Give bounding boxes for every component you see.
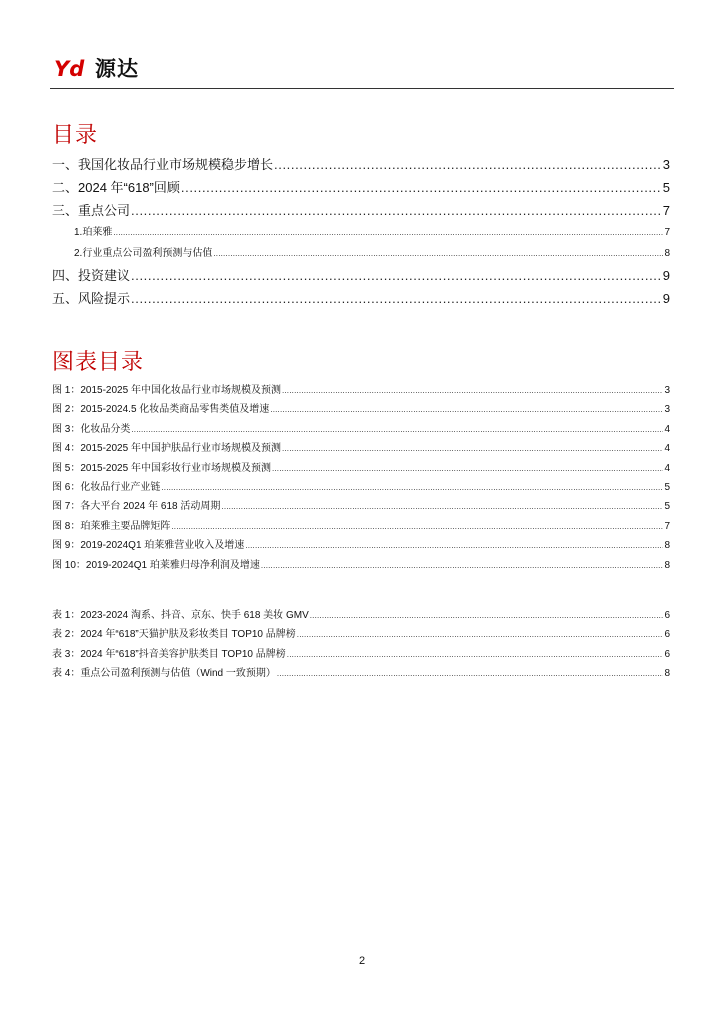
dot-leader [277, 664, 664, 683]
dot-leader [245, 536, 663, 555]
figure-entry-page: 5 [664, 501, 670, 513]
dot-leader [270, 400, 663, 419]
dot-leader [131, 199, 662, 222]
figure-entry-page: 8 [664, 540, 670, 552]
table-list [52, 606, 670, 684]
dot-leader [310, 606, 664, 625]
logo-text: 源达 [95, 57, 139, 81]
logo-mark-icon [54, 57, 92, 79]
table-entry-page: 6 [664, 610, 670, 621]
figure-entry[interactable] [52, 439, 670, 458]
figure-entry-title: 图 4：2015-2025 年中国护肤品行业市场规模及预测 [52, 443, 281, 455]
table-entry-page: 6 [664, 648, 670, 660]
logo-mark-glyph: Yd [54, 57, 85, 79]
table-entry-page: 8 [664, 668, 670, 680]
dot-leader [297, 625, 664, 644]
figure-entry-title: 图 9：2019-2024Q1 珀莱雅营业收入及增速 [52, 540, 245, 552]
toc-entry-title: 2.行业重点公司盈利预测与估值 [74, 248, 213, 259]
toc-entry[interactable] [52, 176, 670, 199]
toc-entry[interactable] [52, 287, 670, 310]
figure-entry-title: 图 2：2015-2024.5 化妆品类商品零售类值及增速 [52, 404, 270, 416]
dot-leader [282, 439, 663, 458]
toc-entry-page: 9 [662, 291, 670, 306]
figure-entry-title: 图 7：各大平台 2024 年 618 活动周期 [52, 501, 221, 513]
toc-subentry[interactable] [52, 222, 670, 243]
figure-entry-title: 图 10：2019-2024Q1 珀莱雅归母净利润及增速 [52, 559, 260, 571]
toc-entry[interactable] [52, 199, 670, 222]
page-number: 2 [358, 955, 366, 967]
figure-entry-page: 3 [664, 385, 670, 396]
figure-entry-title: 图 1：2015-2025 年中国化妆品行业市场规模及预测 [52, 385, 281, 396]
toc-entry-title: 四、投资建议 [52, 268, 131, 283]
dot-leader [213, 243, 663, 264]
table-entry[interactable] [52, 645, 670, 664]
company-logo [54, 55, 139, 81]
toc-entry-page: 5 [662, 180, 670, 195]
toc-entry-page: 3 [662, 157, 670, 172]
figure-entry-page: 4 [664, 462, 670, 474]
table-entry-title: 表 3：2024 年“618”抖音美容护肤类目 TOP10 品牌榜 [52, 648, 286, 660]
table-entry-title: 表 2：2024 年“618”天猫护肤及彩妆类目 TOP10 品牌榜 [52, 629, 296, 641]
figure-entry-title: 图 5：2015-2025 年中国彩妆行业市场规模及预测 [52, 462, 271, 474]
table-entry[interactable] [52, 606, 670, 625]
dot-leader [221, 497, 663, 516]
toc-entry-title: 五、风险提示 [52, 291, 131, 306]
figure-entry[interactable] [52, 497, 670, 516]
dot-leader [161, 478, 663, 497]
header-divider [50, 88, 674, 89]
figure-entry[interactable] [52, 420, 670, 439]
figure-entry-title: 图 8：珀莱雅主要品牌矩阵 [52, 520, 171, 532]
figure-entry-page: 4 [664, 423, 670, 435]
figure-entry[interactable] [52, 381, 670, 400]
dot-leader [131, 264, 662, 287]
dot-leader [181, 176, 662, 199]
table-entry-title: 表 1：2023-2024 淘系、抖音、京东、快手 618 美妆 GMV [52, 610, 309, 621]
toc-entry-title: 三、重点公司 [52, 203, 131, 218]
logo-mark-svg [54, 57, 92, 79]
toc-entry-page: 7 [664, 227, 670, 238]
dot-leader [171, 517, 663, 536]
dot-leader [282, 381, 663, 400]
figure-entry-title: 图 6：化妆品行业产业链 [52, 481, 161, 493]
figure-entry[interactable] [52, 478, 670, 497]
figure-entry-page: 3 [664, 404, 670, 416]
toc-title: 目录 [52, 123, 99, 148]
toc-entry-title: 一、我国化妆品行业市场规模稳步增长 [52, 157, 274, 172]
figure-list [52, 381, 670, 575]
toc-entry[interactable] [52, 153, 670, 176]
figure-entry[interactable] [52, 536, 670, 555]
dot-leader [131, 420, 663, 439]
toc-subentry[interactable] [52, 243, 670, 264]
dot-leader [261, 556, 664, 575]
dot-leader [113, 222, 663, 243]
toc-entry-title: 二、2024 年“618”回顾 [52, 180, 180, 195]
figure-entry[interactable] [52, 400, 670, 419]
toc-entry-page: 8 [664, 248, 670, 259]
figures-title: 图表目录 [52, 350, 145, 375]
table-entry[interactable] [52, 625, 670, 644]
figure-entry-page: 7 [664, 520, 670, 532]
figure-entry[interactable] [52, 459, 670, 478]
dot-leader [287, 645, 664, 664]
toc-list [52, 153, 670, 310]
figure-entry-page: 5 [664, 481, 670, 493]
figure-entry[interactable] [52, 517, 670, 536]
figure-entry[interactable] [52, 556, 670, 575]
figure-entry-title: 图 3：化妆品分类 [52, 423, 131, 435]
toc-entry-page: 9 [662, 268, 670, 283]
figure-entry-page: 8 [664, 559, 670, 571]
table-entry[interactable] [52, 664, 670, 683]
dot-leader [274, 153, 662, 176]
table-entry-page: 6 [664, 629, 670, 641]
dot-leader [272, 459, 663, 478]
toc-entry-title: 1.珀莱雅 [74, 227, 113, 238]
toc-entry[interactable] [52, 264, 670, 287]
dot-leader [131, 287, 662, 310]
toc-entry-page: 7 [662, 203, 670, 218]
figure-entry-page: 4 [664, 443, 670, 455]
table-entry-title: 表 4：重点公司盈利预测与估值（Wind 一致预期） [52, 668, 276, 680]
